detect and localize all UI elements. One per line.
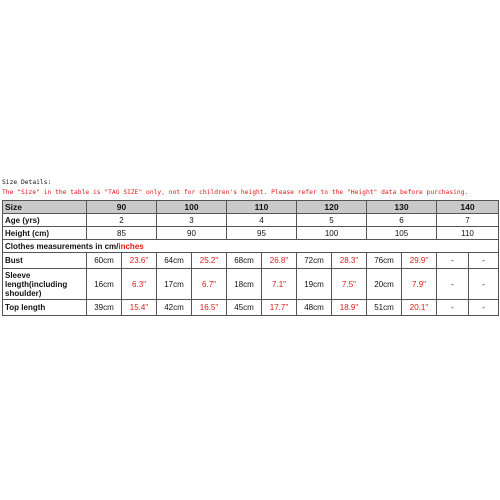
cm-cell: - xyxy=(437,300,469,316)
measurements-heading-cm: Clothes measurements in cm/ xyxy=(5,241,119,251)
cm-cell: 45cm xyxy=(227,300,262,316)
inch-cell: - xyxy=(469,300,499,316)
cm-cell: 19cm xyxy=(297,269,332,300)
height-cell: 100 xyxy=(297,227,367,240)
size-table xyxy=(2,200,499,316)
age-cell: 2 xyxy=(87,214,157,227)
height-row xyxy=(3,227,499,240)
size-details xyxy=(2,178,498,316)
age-label: Age (yrs) xyxy=(3,214,87,227)
age-cell: 6 xyxy=(367,214,437,227)
height-label: Height (cm) xyxy=(3,227,87,240)
age-cell: 5 xyxy=(297,214,367,227)
cm-cell: 16cm xyxy=(87,269,122,300)
bust-row xyxy=(3,253,499,269)
inch-cell: 25.2" xyxy=(192,253,227,269)
age-cell: 3 xyxy=(157,214,227,227)
cm-cell: 39cm xyxy=(87,300,122,316)
size-label: Size xyxy=(3,201,87,214)
inch-cell: 28.3" xyxy=(332,253,367,269)
size-cell: 120 xyxy=(297,201,367,214)
height-cell: 105 xyxy=(367,227,437,240)
cm-cell: 72cm xyxy=(297,253,332,269)
inch-cell: 20.1" xyxy=(402,300,437,316)
age-cell: 4 xyxy=(227,214,297,227)
size-cell: 140 xyxy=(437,201,499,214)
cm-cell: 68cm xyxy=(227,253,262,269)
size-note: The "Size" in the table is "TAG SIZE" only, not for children's height. Please refer to the "Height" data before purchasing. xyxy=(2,189,469,196)
age-row xyxy=(3,214,499,227)
inch-cell: 6.7" xyxy=(192,269,227,300)
cm-cell: 42cm xyxy=(157,300,192,316)
size-row xyxy=(3,201,499,214)
age-cell: 7 xyxy=(437,214,499,227)
top-length-label: Top length xyxy=(3,300,87,316)
inch-cell: 29.9" xyxy=(402,253,437,269)
cm-cell: 51cm xyxy=(367,300,402,316)
cm-cell: 17cm xyxy=(157,269,192,300)
inch-cell: 26.8" xyxy=(262,253,297,269)
size-cell: 90 xyxy=(87,201,157,214)
cm-cell: 60cm xyxy=(87,253,122,269)
inch-cell: 15.4" xyxy=(122,300,157,316)
cm-cell: 48cm xyxy=(297,300,332,316)
inch-cell: 7.9" xyxy=(402,269,437,300)
bust-label: Bust xyxy=(3,253,87,269)
sleeve-row xyxy=(3,269,499,300)
cm-cell: 18cm xyxy=(227,269,262,300)
inch-cell: 6.3" xyxy=(122,269,157,300)
measurements-heading xyxy=(3,240,499,253)
inch-cell: 18.9" xyxy=(332,300,367,316)
sleeve-label-text: Sleeve length(including shoulder) xyxy=(5,270,68,298)
section-row xyxy=(3,240,499,253)
top-length-row xyxy=(3,300,499,316)
cm-cell: - xyxy=(437,253,469,269)
cm-cell: 20cm xyxy=(367,269,402,300)
cm-cell: - xyxy=(437,269,469,300)
size-cell: 110 xyxy=(227,201,297,214)
inch-cell: 23.6" xyxy=(122,253,157,269)
height-cell: 85 xyxy=(87,227,157,240)
sleeve-label xyxy=(3,269,87,300)
size-cell: 100 xyxy=(157,201,227,214)
inch-cell: - xyxy=(469,269,499,300)
cm-cell: 64cm xyxy=(157,253,192,269)
inch-cell: 7.5" xyxy=(332,269,367,300)
inch-cell: 7.1" xyxy=(262,269,297,300)
cm-cell: 76cm xyxy=(367,253,402,269)
size-details-title: Size Details: xyxy=(2,179,52,186)
measurements-heading-inches: inches xyxy=(118,241,144,251)
inch-cell: 16.5" xyxy=(192,300,227,316)
height-cell: 110 xyxy=(437,227,499,240)
inch-cell: - xyxy=(469,253,499,269)
size-cell: 130 xyxy=(367,201,437,214)
inch-cell: 17.7" xyxy=(262,300,297,316)
height-cell: 90 xyxy=(157,227,227,240)
height-cell: 95 xyxy=(227,227,297,240)
